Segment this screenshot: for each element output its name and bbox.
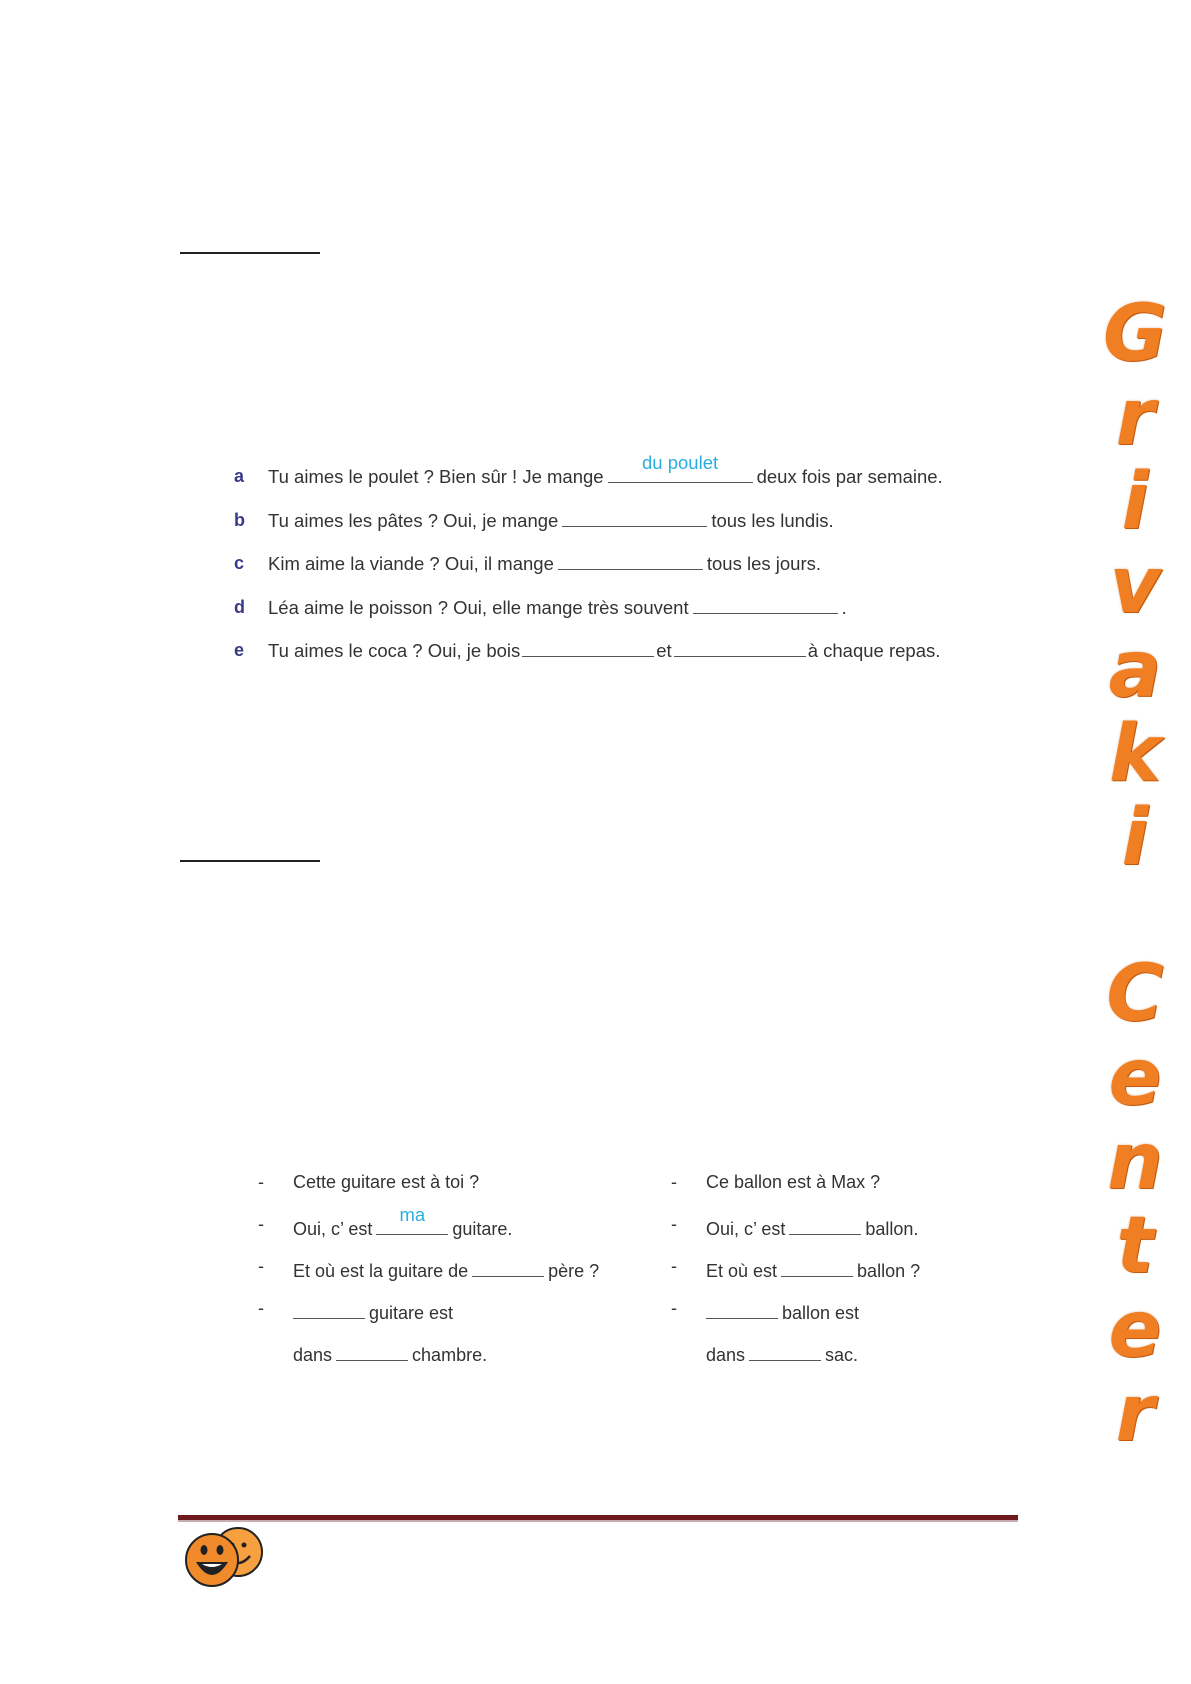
- footer-divider: [178, 1515, 1018, 1522]
- answer-blank[interactable]: [293, 1298, 365, 1319]
- item-letter: d: [234, 596, 245, 617]
- brand-letter: a: [1108, 625, 1162, 715]
- brand-letter: C: [1106, 949, 1164, 1039]
- dialogue-dash: -: [258, 1298, 264, 1318]
- exercise-1-item-d: [230, 589, 990, 633]
- dialogue-line: - ballon est: [671, 1298, 860, 1323]
- exercise-2-dialogue-ball: [668, 1168, 1028, 1378]
- answer-blank[interactable]: [608, 452, 753, 483]
- item-letter: e: [234, 640, 245, 660]
- dialogue-dash: -: [671, 1256, 677, 1276]
- item-letter: b: [234, 509, 245, 530]
- answer-blank[interactable]: [693, 593, 838, 614]
- exercise-1-item-b: [230, 502, 990, 546]
- answer-blank[interactable]: [749, 1340, 821, 1361]
- dialogue-dash: -: [258, 1256, 264, 1276]
- answer-blank[interactable]: [562, 506, 707, 527]
- answer-blank[interactable]: [789, 1214, 861, 1235]
- answer-blank[interactable]: [522, 636, 654, 657]
- dialogue-line: - Et où est ballon ?: [671, 1256, 921, 1281]
- dialogue-line: - Oui, c’ est ma guitare.: [258, 1204, 513, 1239]
- item-letter: a: [234, 466, 245, 486]
- item-letter: c: [234, 553, 245, 573]
- dialogue-dash: -: [671, 1298, 677, 1318]
- brand-letter: e: [1108, 1033, 1162, 1123]
- dialogue-line: - Oui, c’ est ballon.: [671, 1214, 919, 1239]
- dialogue-line: - Ce ballon est à Max ?: [671, 1172, 881, 1192]
- item-sentence: Tu aimes le poulet ? Bien sûr ! Je mange du poulet deux fois par semaine.: [268, 452, 943, 487]
- item-sentence: Léa aime le poisson ? Oui, elle mange très souvent .: [268, 593, 847, 619]
- dialogue-line: - guitare est: [258, 1298, 454, 1323]
- brand-letter: r: [1115, 373, 1155, 463]
- two-smiley-faces-icon: [182, 1526, 266, 1588]
- dialogue-line: dans sac.: [668, 1336, 1028, 1378]
- answer-blank[interactable]: [558, 549, 703, 570]
- item-sentence: Tu aimes les pâtes ? Oui, je mange tous les lundis.: [268, 506, 834, 532]
- item-sentence: Kim aime la viande ? Oui, il mange tous les jours.: [268, 549, 821, 575]
- answer-blank[interactable]: [376, 1204, 448, 1235]
- dialogue-line: - Cette guitare est à toi ?: [258, 1172, 480, 1192]
- brand-letter: G: [1102, 289, 1168, 379]
- brand-letter: t: [1116, 1201, 1154, 1291]
- answer-blank[interactable]: [781, 1256, 853, 1277]
- brand-letter: e: [1108, 1285, 1162, 1375]
- exercise-1-item-a: [230, 452, 990, 502]
- brand-letter: r: [1115, 1369, 1155, 1459]
- dialogue-line: - Et où est la guitare de père ?: [258, 1256, 600, 1281]
- dialogue-dash: -: [258, 1172, 264, 1192]
- section-title-underline-1: [180, 252, 320, 254]
- brand-letter: n: [1107, 1117, 1163, 1207]
- dialogue-dash: -: [671, 1172, 677, 1192]
- dialogue-dash: -: [258, 1214, 264, 1234]
- grivaki-center-brand: [1085, 289, 1185, 1459]
- answer-blank[interactable]: [472, 1256, 544, 1277]
- item-sentence: Tu aimes le coca ? Oui, je bois et à chaque repas.: [268, 636, 940, 662]
- exercise-1-item-c: [230, 545, 990, 589]
- exercise-1: [230, 452, 990, 676]
- filled-answer: du poulet: [642, 452, 719, 473]
- exercise-2-dialogue-guitar: [255, 1168, 615, 1378]
- exercise-1-item-e: [230, 632, 990, 676]
- filled-answer: ma: [399, 1204, 426, 1225]
- answer-blank[interactable]: [336, 1340, 408, 1361]
- answer-blank[interactable]: [706, 1298, 778, 1319]
- brand-letter: i: [1121, 793, 1149, 883]
- brand-letter: k: [1109, 709, 1161, 799]
- dialogue-line: dans chambre.: [255, 1336, 615, 1378]
- section-title-underline-2: [180, 860, 320, 862]
- brand-letter: i: [1121, 457, 1149, 547]
- answer-blank[interactable]: [674, 636, 806, 657]
- brand-letter: v: [1109, 541, 1161, 631]
- dialogue-dash: -: [671, 1214, 677, 1234]
